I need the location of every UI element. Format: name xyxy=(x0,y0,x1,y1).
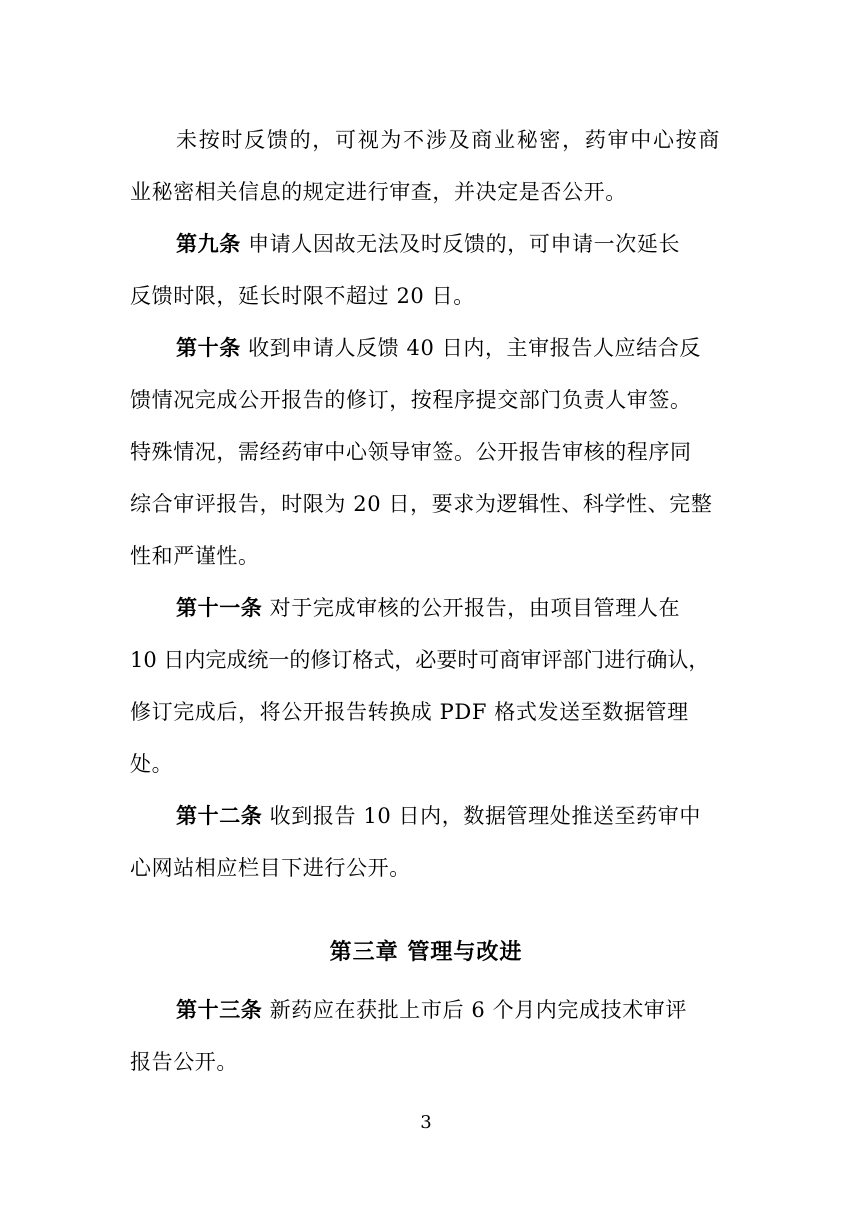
line-text: 收到申请人反馈 40 日内，主审报告人应结合反 xyxy=(240,336,701,360)
paragraph-line xyxy=(176,593,680,623)
line-text: 新药应在获批上市后 6 个月内完成技术审评 xyxy=(262,998,687,1022)
article-label: 第十条 xyxy=(176,335,241,360)
line-text: 对于完成审核的公开报告，由项目管理人在 xyxy=(262,596,681,620)
article-label: 第十一条 xyxy=(176,595,263,620)
line-text: 处。 xyxy=(130,752,174,776)
article-label: 第十二条 xyxy=(176,803,263,828)
line-text: 收到报告 10 日内，数据管理处推送至药审中 xyxy=(262,804,701,828)
paragraph-line xyxy=(130,177,627,207)
line-text: 性和严谨性。 xyxy=(130,544,260,568)
line-text: 业秘密相关信息的规定进行审查，并决定是否公开。 xyxy=(130,180,627,204)
paragraph-line xyxy=(130,1047,238,1077)
paragraph-line xyxy=(130,489,712,519)
paragraph-line xyxy=(130,281,475,311)
paragraph-line xyxy=(130,749,173,779)
paragraph-line xyxy=(176,801,701,831)
line-text: 反馈时限，延长时限不超过 20 日。 xyxy=(130,284,475,308)
line-text: 馈情况完成公开报告的修订，按程序提交部门负责人审签。 xyxy=(130,388,692,412)
paragraph-line xyxy=(130,697,689,727)
paragraph-line xyxy=(130,541,260,571)
line-text: 报告公开。 xyxy=(130,1050,238,1074)
paragraph-line xyxy=(130,645,709,675)
chapter-heading: 第三章 管理与改进 xyxy=(329,939,523,965)
page-number: 3 xyxy=(420,1112,432,1133)
line-text: 申请人因故无法及时反馈的，可申请一次延长 xyxy=(240,232,681,256)
line-text: 特殊情况，需经药审中心领导审签。公开报告审核的程序同 xyxy=(130,440,692,464)
line-text: 未按时反馈的，可视为不涉及商业秘密，药审中心按商 xyxy=(176,128,720,152)
paragraph-line xyxy=(130,853,411,883)
line-text: 10 日内完成统一的修订格式，必要时可商审评部门进行确认， xyxy=(130,648,710,672)
article-label: 第十三条 xyxy=(176,997,263,1022)
line-text: 修订完成后，将公开报告转换成 PDF 格式发送至数据管理 xyxy=(130,700,689,724)
article-label: 第九条 xyxy=(176,231,241,256)
paragraph-line xyxy=(176,229,680,259)
paragraph-line xyxy=(176,995,687,1025)
paragraph-line xyxy=(176,125,720,155)
paragraph-line xyxy=(130,385,692,415)
line-text: 心网站相应栏目下进行公开。 xyxy=(130,856,411,880)
paragraph-line xyxy=(176,333,701,363)
line-text: 综合审评报告，时限为 20 日，要求为逻辑性、科学性、完整 xyxy=(130,492,713,516)
paragraph-line xyxy=(130,437,692,467)
